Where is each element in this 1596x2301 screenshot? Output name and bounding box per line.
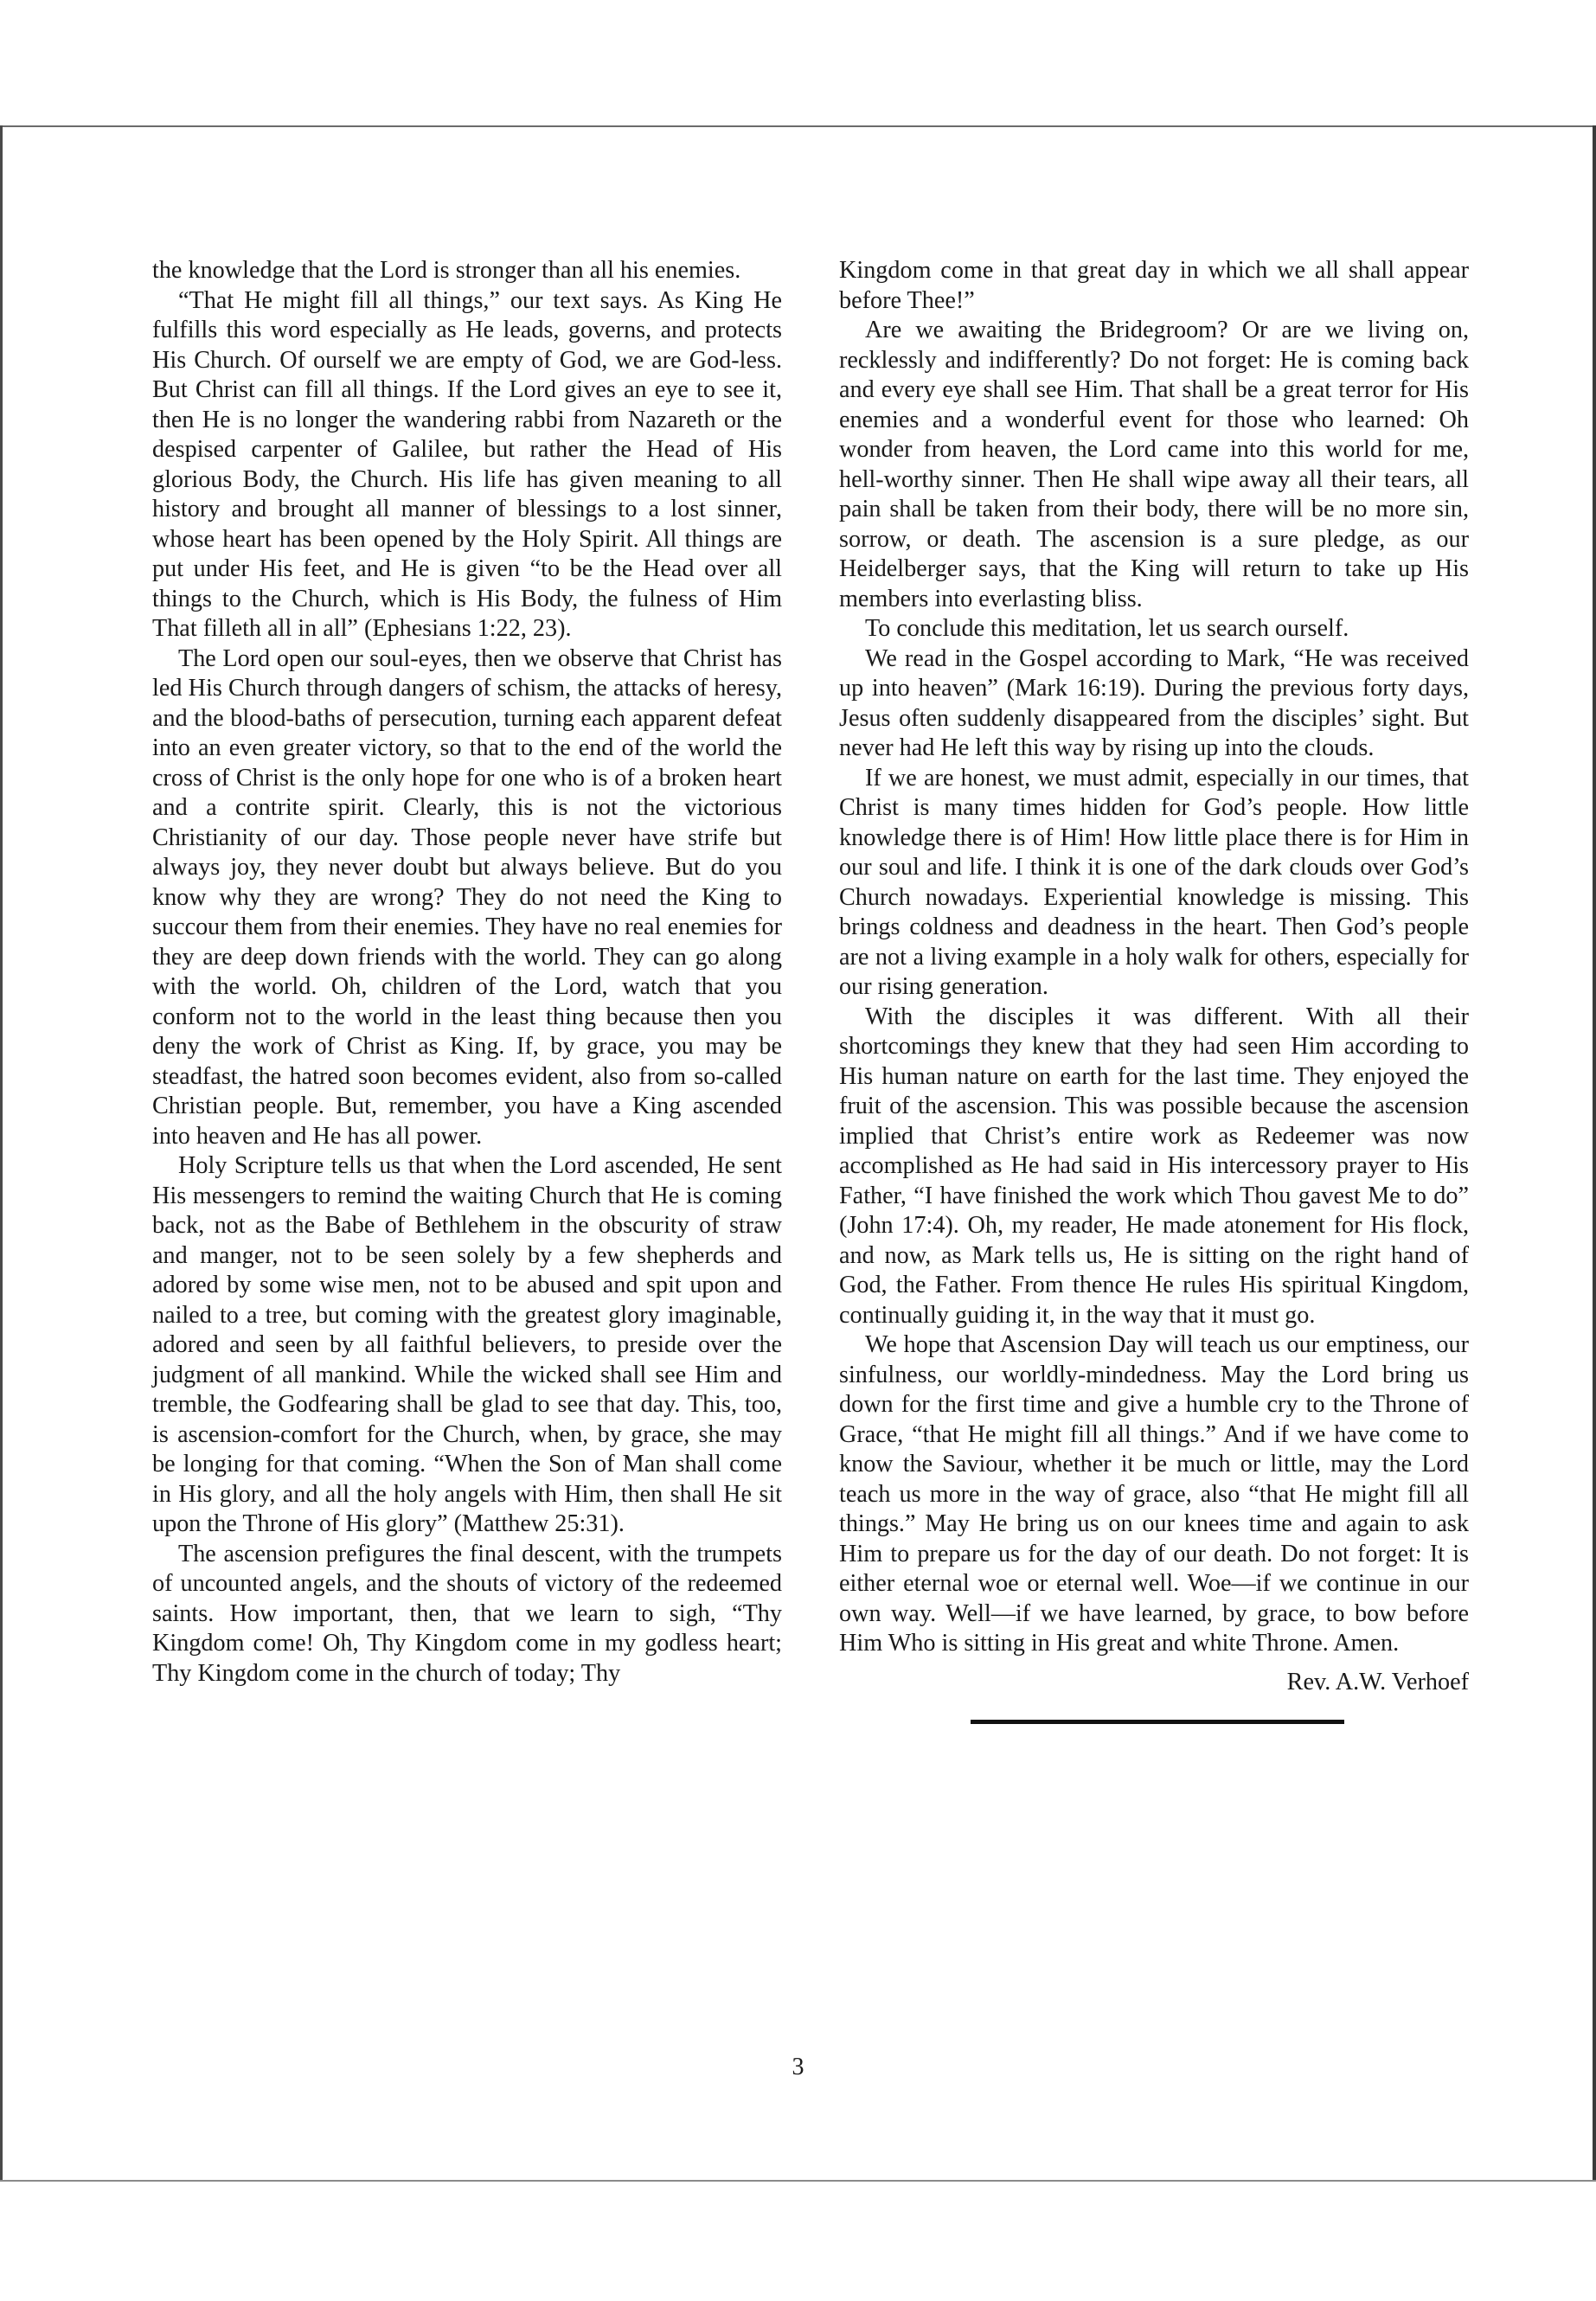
page-bottom-border <box>0 2180 1596 2182</box>
page-left-border <box>0 125 3 2180</box>
paragraph: To conclude this meditation, let us search ourself. <box>865 615 1349 642</box>
left-column <box>152 256 782 1689</box>
author-signature: Rev. A.W. Verhoef <box>1286 1668 1469 1695</box>
paragraph: We read in the Gospel according to Mark, “He was received up into heaven” (Mark 16:19). During the previous forty days, Jesus often suddenly disappeared from the disciples’ sight. But never had He left this way by rising up into the clouds. <box>839 644 1469 761</box>
paragraph-continuation: the knowledge that the Lord is stronger than all his enemies. <box>152 257 741 284</box>
paragraph: Are we awaiting the Bridegroom? Or are we living on, recklessly and indifferently? Do not forget: He is coming back and every eye shall see Him. That shall be a great terror for His enemies and a wonderful event for those who learned: Oh wonder from heaven, the Lord came into this world for me, hell-worthy sinner. Then He shall wipe away all their tears, all pain shall be taken from their body, there will be no more sin, sorrow, or death. The ascension is a sure pledge, as our Heidelberger says, that the King will return to take up His members into everlasting bliss. <box>839 317 1469 612</box>
right-column <box>839 256 1469 1724</box>
paragraph: “That He might fill all things,” our text says. As King He fulfills this word especially as He leads, governs, and protects His Church. Of ourself we are empty of God, we are God-less. But Christ can fill all things. If the Lord gives an eye to see it, then He is no longer the wandering rabbi from Nazareth or the despised carpenter of Galilee, but rather the Head of His glorious Body, the Church. His life has given meaning to all history and brought all manner of blessings to a lost sinner, whose heart has been opened by the Holy Spirit. All things are put under His feet, and He is given “to be the Head over all things to the Church, which is His Body, the fulness of Him That filleth all in all” (Ephesians 1:22, 23). <box>152 286 782 642</box>
paragraph: We hope that Ascension Day will teach us our emptiness, our sinfulness, our worldly-mindedness. May the Lord bring us down for the first time and give a humble cry to the Throne of Grace, “that He might fill all things.” And if we have come to know the Saviour, whether it be much or little, may the Lord teach us more in the way of grace, also “that He might fill all things.” May He bring us on our knees time and again to ask Him to prepare us for the day of our death. Do not forget: It is either eternal woe or eternal well. Woe—if we continue in our own way. Well—if we have learned, by grace, to bow before Him Who is sitting in His great and white Throne. Amen. <box>839 1331 1469 1657</box>
page-number: 3 <box>792 2054 804 2080</box>
paragraph-continuation: Kingdom come in that great day in which we all shall appear before Thee!” <box>839 257 1469 314</box>
closing-rule <box>971 1720 1344 1724</box>
paragraph: If we are honest, we must admit, especially in our times, that Christ is many times hidden for God’s people. How little knowledge there is of Him! How little place there is for Him in our soul and life. I think it is one of the dark clouds over God’s Church nowadays. Experiential knowledge is missing. This brings coldness and deadness in the heart. Then God’s people are not a living example in a holy walk for others, especially for our rising generation. <box>839 764 1469 1000</box>
paragraph: With the disciples it was different. With all their shortcomings they knew that they had seen Him according to His human nature on earth for the last time. They enjoyed the fruit of the ascension. This was possible because the ascension implied that Christ’s entire work as Redeemer was now accomplished as He had said in His intercessory prayer to His Father, “I have finished the work which Thou gavest Me to do” (John 17:4). Oh, my reader, He made atonement for His flock, and now, as Mark tells us, He is sitting on the right hand of God, the Father. From thence He rules His spiritual Kingdom, continually guiding it, in the way that it must go. <box>839 1003 1469 1329</box>
paragraph: The ascension prefigures the final descent, with the trumpets of uncounted angels, and the shouts of victory of the redeemed saints. How important, then, that we learn to sigh, “Thy Kingdom come! Oh, Thy Kingdom come in my godless heart; Thy Kingdom come in the church of today; Thy <box>152 1540 782 1687</box>
paragraph: Holy Scripture tells us that when the Lord ascended, He sent His messengers to remind the waiting Church that He is coming back, not as the Babe of Bethlehem in the obscurity of straw and manger, not to be seen solely by a few shepherds and adored by some wise men, not to be abused and spit upon and nailed to a tree, but coming with the greatest glory imaginable, adored and seen by all faithful believers, to preside over the judgment of all mankind. While the wicked shall see Him and tremble, the Godfearing shall be glad to see that day. This, too, is ascension-comfort for the Church, when, by grace, she may be longing for that coming. “When the Son of Man shall come in His glory, and all the holy angels with Him, then shall He sit upon the Throne of His glory” (Matthew 25:31). <box>152 1152 782 1537</box>
paragraph: The Lord open our soul-eyes, then we observe that Christ has led His Church through dangers of schism, the attacks of heresy, and the blood-baths of persecution, turning each apparent defeat into an even greater victory, so that to the end of the world the cross of Christ is the only hope for one who is of a broken heart and a contrite spirit. Clearly, this is not the victorious Christianity of our day. Those people never have strife but always joy, they never doubt but always believe. But do you know why they are wrong? They do not need the King to succour them from their enemies. They have no real enemies for they are deep down friends with the world. They can go along with the world. Oh, children of the Lord, watch that you conform not to the world in the least thing because then you deny the work of Christ as King. If, by grace, you may be steadfast, the hatred soon becomes evident, also from so-called Christian people. But, remember, you have a King ascended into heaven and He has all power. <box>152 644 782 1150</box>
page-top-border <box>0 125 1596 127</box>
page-right-border <box>1593 125 1596 2180</box>
